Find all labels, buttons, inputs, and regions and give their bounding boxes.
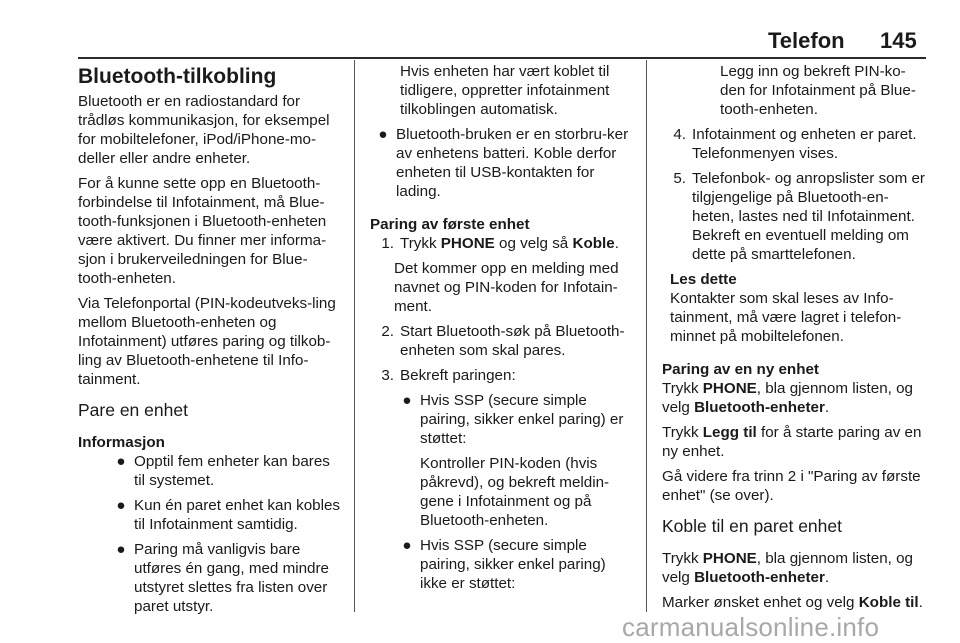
list-item: ● Hvis SSP (secure simple pairing, sikker enkel paring) er støttet: [370, 391, 635, 448]
header-divider [78, 57, 926, 59]
paragraph: Det kommer opp en melding med navnet og PIN-koden for Infotain-ment. [394, 260, 619, 315]
list-item: ● Hvis SSP (secure simple pairing, sikker enkel paring) ikke er støttet: [370, 536, 635, 593]
bullet-icon: ● [378, 126, 388, 143]
paragraph: Trykk PHONE, bla gjennom listen, og velg Bluetooth-enheter. [662, 380, 913, 416]
paragraph: Marker ønsket enhet og velg Koble til. [662, 594, 923, 611]
list-item: ● Paring må vanligvis bare utføres én gang, med mindre utstyret slettes fra listen over paret utstyr. [78, 540, 343, 616]
list-item: ● Bluetooth-bruken er en storbru-ker av enhetens batteri. Koble derfor enheten til USB-kontakten for lading. [370, 125, 635, 201]
bullet-icon: ● [402, 392, 412, 409]
column-1 [78, 62, 343, 622]
step-4: 4. Infotainment og enheten er paret. Telefonmenyen vises. [673, 126, 917, 162]
list-item: ● Opptil fem enheter kan bares til systemet. [78, 452, 343, 490]
column-divider-1 [354, 60, 355, 612]
bullet-icon: ● [116, 497, 126, 514]
list-item: ● Kun én paret enhet kan kobles til Infotainment samtidig. [78, 496, 343, 534]
subsection-heading: Paring av første enhet [370, 216, 530, 233]
paragraph: Hvis enheten har vært koblet til tidligere, oppretter infotainment tilkoblingen automatisk. [400, 63, 610, 118]
bullet-icon: ● [116, 453, 126, 470]
bullet-icon: ● [116, 541, 126, 558]
step-5: 5. Telefonbok- og anropslister som er tilgjengelige på Bluetooth-en-heten, lastes ned til Infotainment. Bekreft en eventuell melding om dette på smarttelefonen. [673, 170, 925, 263]
paragraph: Kontroller PIN-koden (hvis påkrevd), og bekreft meldin-gene i Infotainment og på Bluetooth-enheten. [420, 455, 610, 529]
paragraph: Bluetooth er en radiostandard for trådløs kommunikasjon, for eksempel for mobiltelefoner, iPod/iPhone-mo-deller eller andre enheter. [78, 93, 330, 167]
column-2 [370, 62, 635, 599]
page-header-title: Telefon [768, 28, 845, 53]
bullet-icon: ● [402, 537, 412, 554]
step-2: 2. Start Bluetooth-søk på Bluetooth-enheten som skal pares. [381, 323, 625, 359]
page-number: 145 [880, 28, 917, 53]
paragraph: Legg inn og bekreft PIN-ko-den for Infotainment på Blue-tooth-enheten. [720, 63, 916, 118]
column-divider-2 [646, 60, 647, 612]
info-label: Informasjon [78, 434, 165, 451]
subsection-heading: Pare en enhet [78, 400, 188, 420]
paragraph: Via Telefonportal (PIN-kodeutveks-ling mellom Bluetooth-enheten og Infotainment) utføres paring og tilkob-ling av Bluetooth-enhetene til Info-tainment. [78, 295, 336, 388]
watermark: carmanualsonline.info [622, 612, 880, 642]
paragraph: Trykk PHONE, bla gjennom listen, og velg Bluetooth-enheter. [662, 550, 913, 586]
column-3 [662, 62, 927, 618]
paragraph: For å kunne sette opp en Bluetooth-forbindelse til Infotainment, må Blue-tooth-funksjonen i Bluetooth-enheten være aktivert. Du finner mer informa-sjon i brukerveiledningen for Blue-tooth-enheten. [78, 175, 327, 287]
paragraph: Trykk Legg til for å starte paring av en ny enhet. [662, 424, 922, 460]
note-label: Les dette [670, 271, 737, 288]
step-3: 3. Bekreft paringen: [381, 367, 516, 384]
subsection-heading: Paring av en ny enhet [662, 361, 819, 378]
step-1: 1. Trykk PHONE og velg så Koble. [381, 235, 619, 252]
paragraph: Gå videre fra trinn 2 i "Paring av første enhet" (se over). [662, 468, 921, 504]
note-text: Kontakter som skal leses av Info-tainment, må være lagret i telefon-minnet på mobiltelefonen. [670, 290, 902, 345]
section-heading: Bluetooth-tilkobling [78, 65, 277, 88]
subsection-heading: Koble til en paret enhet [662, 516, 842, 536]
